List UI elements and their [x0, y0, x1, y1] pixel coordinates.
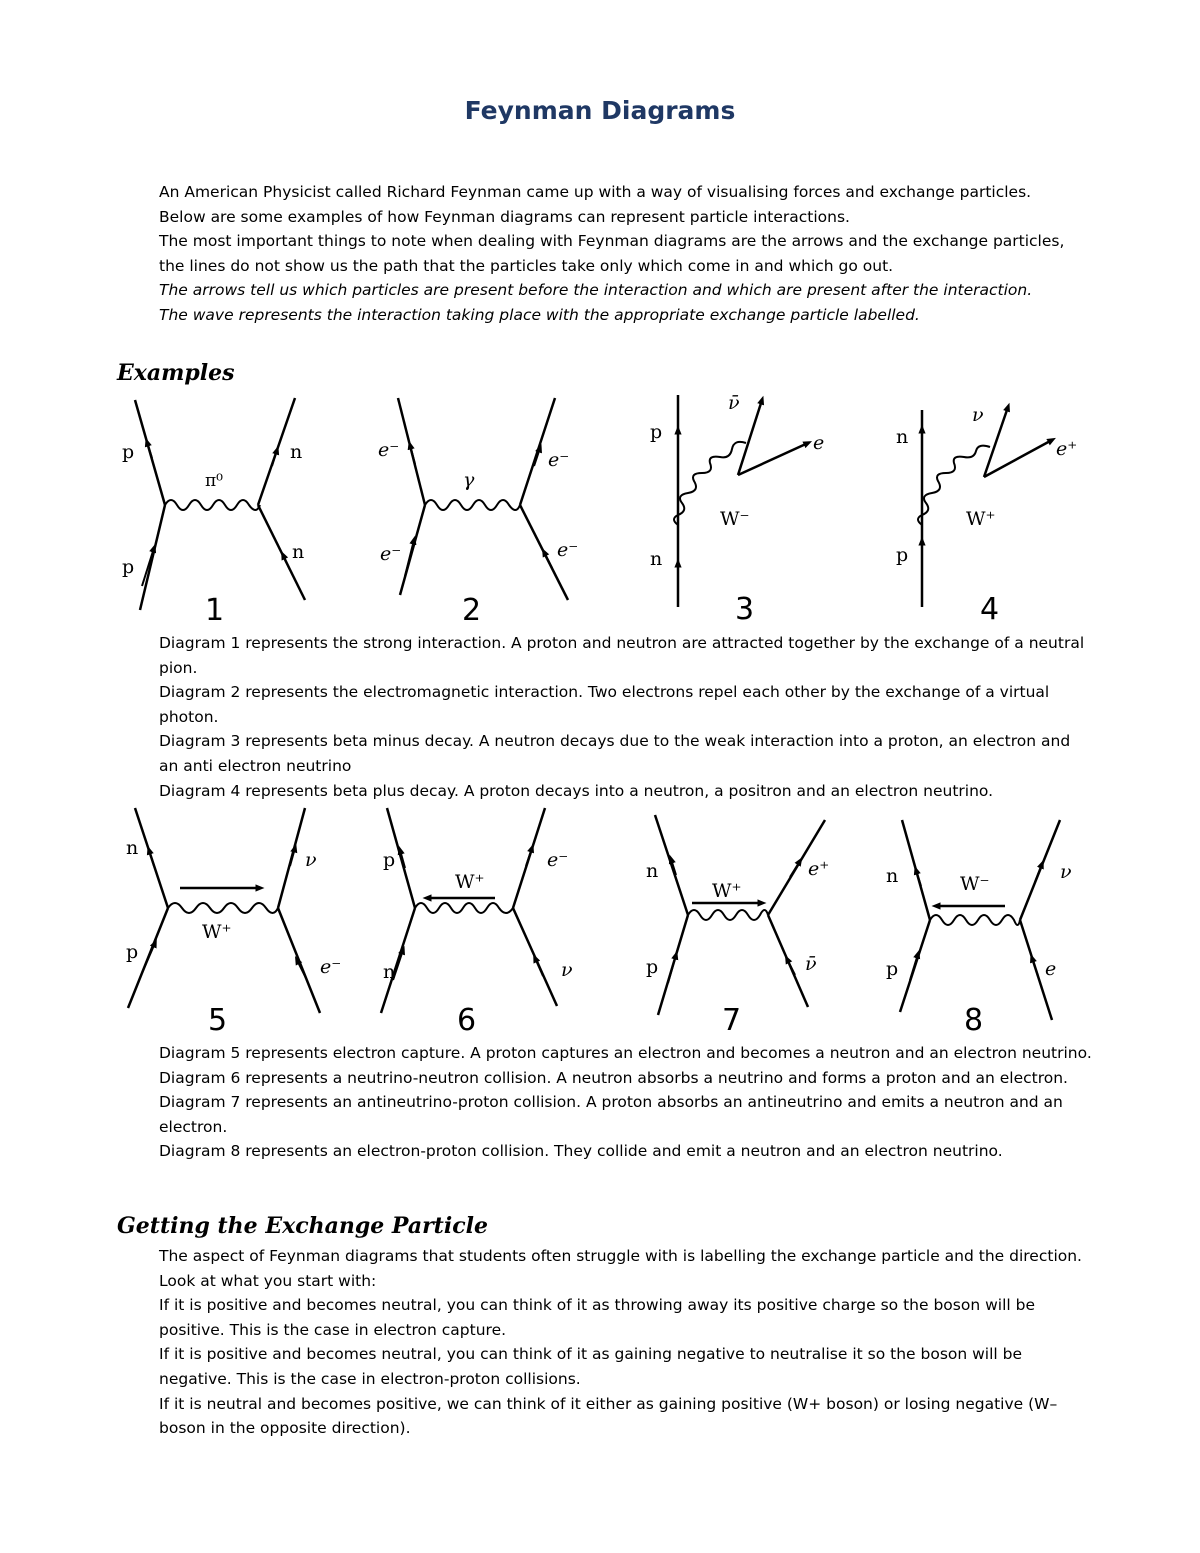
label-out-top: n: [290, 441, 303, 463]
label-bottom-right: ν̄: [805, 953, 817, 975]
feynman-diagram-6: [375, 808, 615, 1038]
feynman-diagram-3: [640, 385, 860, 630]
label-in-bottom: p: [122, 556, 135, 578]
label-boson: W⁻: [960, 873, 990, 895]
page-title: Feynman Diagrams: [464, 96, 736, 125]
label-out-2: e⁺: [1056, 438, 1078, 460]
feynman-diagram-1: [110, 390, 330, 630]
label-bottom-right: ν: [561, 959, 573, 981]
label-bottom-left: p: [886, 958, 899, 980]
intro-line-italic: The arrows tell us which particles are present before the interaction and which are present after the interaction.: [159, 281, 1033, 300]
label-in-top: p: [122, 441, 135, 463]
label-out-bottom: e⁻: [557, 539, 579, 561]
label-top-right: ν: [1060, 861, 1072, 883]
diagram-description: Diagram 2 represents the electromagnetic interaction. Two electrons repel each other by the exchange of a virtual photon.: [159, 683, 1050, 726]
label-top-right: e⁺: [808, 858, 830, 880]
intro-line: The most important things to note when dealing with Feynman diagrams are the arrows and the exchange particles, the lines do not show us the path that the particles take only which come in and which go out.: [159, 232, 1065, 275]
label-boson: W⁺: [455, 871, 485, 893]
label-upper: n: [896, 426, 909, 448]
feynman-diagram-2: [370, 390, 590, 630]
intro-block: [159, 180, 1094, 328]
label-boson: W⁻: [720, 508, 750, 530]
diagram-description: Diagram 1 represents the strong interaction. A proton and neutron are attracted together by the exchange of a neutral pion.: [159, 634, 1085, 677]
label-out-2: e: [813, 432, 825, 454]
descriptions-row-2: [159, 1041, 1094, 1164]
diagram-description: Diagram 3 represents beta minus decay. A neutron decays due to the weak interaction into a proton, an electron and an anti electron neutrino: [159, 732, 1071, 775]
label-boson: W⁺: [966, 508, 996, 530]
diagram-description: Diagram 7 represents an antineutrino-proton collision. A proton absorbs an antineutrino and emits a neutron and an electron.: [159, 1093, 1063, 1136]
diagram-number: 7: [722, 1003, 742, 1038]
feynman-diagram-8: [880, 820, 1120, 1040]
label-bottom-left: n: [383, 961, 396, 983]
examples-heading: Examples: [117, 360, 235, 386]
label-bottom-left: p: [646, 956, 659, 978]
label-in-bottom: e⁻: [380, 543, 402, 565]
diagram-description: Diagram 6 represents a neutrino-neutron collision. A neutron absorbs a neutrino and forms a proton and an electron.: [159, 1068, 1068, 1087]
exchange-paragraph: The aspect of Feynman diagrams that students often struggle with is labelling the exchange particle and the direction. Look at what you start with:: [159, 1247, 1082, 1290]
label-top-left: n: [126, 837, 139, 859]
exchange-paragraph: If it is neutral and becomes positive, we can think of it either as gaining positive (W+ boson) or losing negative (W– boson in the opposite direction).: [159, 1394, 1058, 1438]
feynman-diagram-7: [640, 815, 880, 1040]
label-top-right: e⁻: [547, 849, 569, 871]
particle-line: [140, 505, 165, 610]
label-bottom-left: p: [126, 941, 139, 963]
exchange-paragraph: If it is positive and becomes neutral, you can think of it as gaining negative to neutralise it so the boson will be negative. This is the case in electron-proton collisions.: [159, 1345, 1023, 1388]
label-upper: p: [650, 421, 663, 443]
exchange-block: [159, 1244, 1094, 1441]
label-top-left: n: [646, 860, 659, 882]
label-out-1: ν̄: [728, 392, 740, 414]
label-bottom-right: e: [1045, 958, 1057, 980]
diagram-number: 1: [205, 593, 225, 628]
feynman-diagram-5: [120, 808, 360, 1038]
label-out-1: ν: [972, 404, 984, 426]
label-bottom-right: e⁻: [320, 956, 342, 978]
label-in-top: e⁻: [378, 439, 400, 461]
diagram-description: Diagram 4 represents beta plus decay. A proton decays into a neutron, a positron and an electron neutrino.: [159, 781, 994, 800]
label-lower: p: [896, 544, 909, 566]
diagram-number: 3: [735, 592, 755, 627]
label-boson: γ: [463, 469, 475, 491]
label-top-left: p: [383, 849, 396, 871]
diagram-number: 5: [208, 1003, 228, 1038]
label-top-left: n: [886, 865, 899, 887]
diagram-number: 6: [457, 1003, 477, 1038]
intro-line-italic: The wave represents the interaction taking place with the appropriate exchange particle labelled.: [159, 305, 920, 324]
exchange-paragraph: If it is positive and becomes neutral, you can think of it as throwing away its positive charge so the boson will be positive. This is the case in electron capture.: [159, 1296, 1035, 1339]
diagram-number: 2: [462, 593, 482, 628]
descriptions-row-1: [159, 631, 1094, 803]
label-boson: W⁺: [712, 880, 742, 902]
feynman-diagram-4: [890, 395, 1110, 630]
diagram-number: 8: [964, 1003, 984, 1038]
label-top-right: ν: [305, 849, 317, 871]
diagram-number: 4: [980, 592, 1000, 627]
intro-line: Below are some examples of how Feynman diagrams can represent particle interactions.: [159, 207, 850, 226]
label-out-bottom: n: [292, 541, 305, 563]
diagram-description: Diagram 5 represents electron capture. A proton captures an electron and becomes a neutron and an electron neutrino.: [159, 1044, 1092, 1062]
label-out-top: e⁻: [548, 449, 570, 471]
intro-line: An American Physicist called Richard Feynman came up with a way of visualising forces and exchange particles.: [159, 183, 1032, 201]
label-boson: W⁺: [202, 921, 232, 943]
diagram-description: Diagram 8 represents an electron-proton collision. They collide and emit a neutron and an electron neutrino.: [159, 1142, 1003, 1161]
exchange-heading: Getting the Exchange Particle: [117, 1213, 488, 1239]
label-lower: n: [650, 548, 663, 570]
boson-wave: [165, 500, 260, 510]
label-boson: π⁰: [205, 471, 223, 491]
